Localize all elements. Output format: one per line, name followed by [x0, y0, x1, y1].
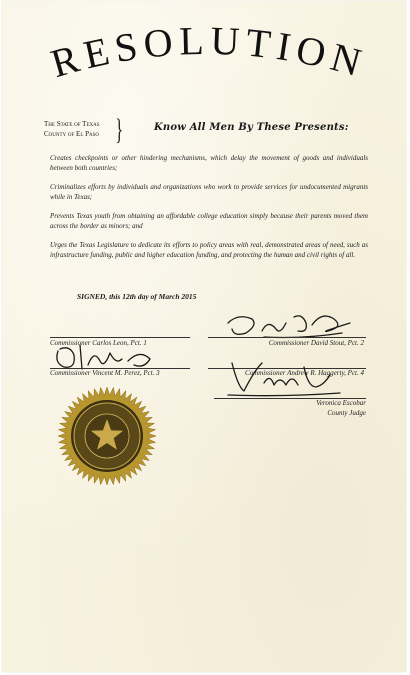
county-seal-icon — [57, 386, 157, 486]
signatory-pct1-label: Commissioner Carlos Leon, Pct. 1 — [50, 339, 147, 347]
svg-text:RESOLUTION — [46, 18, 372, 87]
signatory-pct2-label: Commissioner David Stout, Pct. 2 — [268, 339, 364, 347]
clause-item: Creates checkpoints or other hindering mechanisms, which delay the movement of goods and individuals between both countries; — [50, 154, 368, 172]
county-label: County of El Paso — [44, 130, 100, 138]
clause-item: Urges the Texas Legislature to dedicate its efforts to policy areas with real, demonstrated areas of need, such as infrastructure funding, public and higher education funding, and protecting the human and civil rights of all. — [50, 241, 368, 259]
signed-date-line: SIGNED, this 12th day of March 2015 — [77, 292, 197, 301]
clause-item: Criminalizes efforts by individuals and organizations who work to provide services for undocumented migrants while in Texas; — [50, 183, 368, 201]
county-judge-title: County Judge — [327, 409, 366, 417]
signature-county-judge — [224, 357, 344, 401]
signature-line-pct1 — [50, 337, 190, 338]
signature-line-pct2 — [208, 337, 366, 338]
title-text: RESOLUTION — [45, 17, 372, 87]
signatory-pct3-label: Commissioner Vincent M. Perez, Pct. 3 — [50, 369, 160, 377]
resolution-document — [2, 1, 406, 672]
county-judge-name: Veronica Escobar — [316, 399, 366, 407]
jurisdiction-block — [44, 119, 100, 139]
resolution-title — [2, 1, 406, 111]
signatory-pct4-label: Commissioner Andrew R. Haggerty, Pct. 4 — [245, 369, 364, 377]
brace-glyph: } — [115, 113, 124, 146]
state-label: The State of Texas — [44, 120, 100, 128]
preamble-heading: Know All Men By These Presents: — [154, 122, 349, 133]
clause-item: Prevents Texas youth from obtaining an affordable college education simply because their parents moved them across the border as minors; and — [50, 212, 368, 230]
clauses-list — [50, 153, 368, 269]
